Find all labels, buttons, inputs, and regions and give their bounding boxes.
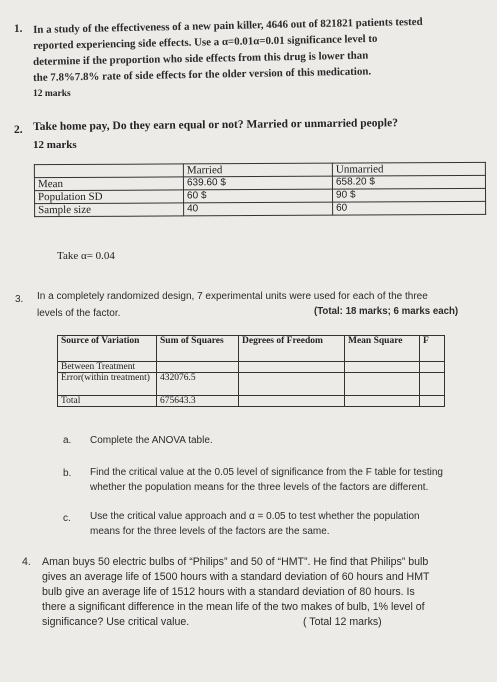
table-cell (345, 362, 420, 373)
table-cell: Error(within treatment) (58, 373, 157, 396)
q4-line4: there a significant difference in the mean life of the two makes of bulb, 1% level of (42, 601, 425, 613)
table-cell (420, 362, 445, 373)
q1-line2: reported experiencing side effects. Use a α=0.01α=0.01 significance level to (33, 32, 378, 52)
q3-part-a-line1: Complete the ANOVA table. (90, 435, 213, 446)
table-cell (239, 373, 345, 396)
table-cell (345, 396, 420, 407)
table-cell: 658.20 $ (332, 175, 485, 189)
q1-line4: the 7.8%7.8% rate of side effects for the older version of this medication. (33, 65, 372, 84)
q1-marks: 12 marks (33, 89, 71, 99)
table-cell: Mean (34, 177, 183, 191)
table-cell: Total (58, 396, 157, 407)
table-cell: Between Treatment (58, 362, 157, 373)
q4-line3: bulb give an average life of 1512 hours with a standard deviation of 80 hours. Is (42, 586, 415, 598)
table-row (58, 396, 445, 407)
table-cell: Sample size (35, 203, 184, 217)
table-row (58, 362, 445, 373)
table-cell: 60 (333, 201, 486, 215)
q4-line5: significance? Use critical value. (42, 616, 190, 628)
q4-line1: Aman buys 50 electric bulbs of “Philips” and 50 of “HMT”. He find that Philips” bulb (42, 556, 429, 568)
table-cell (239, 362, 345, 373)
q3-part-b-line1: Find the critical value at the 0.05 level of significance from the F table for testing (90, 467, 443, 478)
q3-part-a-label: a. (63, 435, 72, 446)
q3-part-c-label: c. (63, 513, 71, 524)
table-cell (345, 373, 420, 396)
q3-part-b-line2: whether the population means for the three levels of the factors are different. (90, 482, 429, 493)
table-cell: 90 $ (332, 188, 485, 202)
table-header: Mean Square (345, 336, 420, 362)
table-header: Degrees of Freedom (239, 336, 345, 362)
table-cell: 639.60 $ (183, 176, 332, 190)
table-cell: 675643.3 (157, 396, 239, 407)
q1-line3: determine if the proportion who side effects from this drug is lower than (33, 49, 369, 68)
table-cell (420, 396, 445, 407)
q3-number: 3. (15, 294, 24, 305)
q2-line1: Take home pay, Do they earn equal or not? Married or unmarried people? (33, 117, 399, 133)
q2-marks: 12 marks (33, 139, 77, 151)
table-header-row (58, 336, 445, 362)
table-header: F (420, 336, 445, 362)
q3-line2: levels of the factor. (37, 308, 121, 319)
q3-anova-table (57, 335, 445, 407)
table-cell: 40 (184, 202, 333, 216)
q1-number: 1. (14, 23, 23, 35)
q1-line1: In a study of the effectiveness of a new pain killer, 4646 out of 821821 patients tested (33, 15, 423, 36)
q2-alpha: Take α= 0.04 (57, 250, 115, 262)
table-row (58, 373, 445, 396)
table-cell: Population SD (35, 190, 184, 204)
table-row (35, 201, 486, 216)
table-cell (420, 373, 445, 396)
q2-table (34, 162, 486, 217)
q3-part-c-line2: means for the three levels of the factors are the same. (90, 526, 330, 537)
q4-total: ( Total 12 marks) (303, 616, 382, 628)
q4-number: 4. (22, 556, 31, 568)
q3-total: (Total: 18 marks; 6 marks each) (314, 306, 459, 317)
q3-line1: In a completely randomized design, 7 experimental units were used for each of the three (37, 291, 428, 302)
table-cell (239, 396, 345, 407)
table-header: Sum of Squares (157, 336, 239, 362)
table-header: Married (183, 163, 332, 177)
table-header: Source of Variation (58, 336, 157, 362)
q3-part-c-line1: Use the critical value approach and α = 0.05 to test whether the population (90, 511, 420, 522)
q2-number: 2. (14, 124, 23, 136)
table-header: Unmarried (332, 162, 485, 176)
table-cell (34, 164, 183, 178)
table-cell (157, 362, 239, 373)
table-cell: 60 $ (184, 189, 333, 203)
table-cell: 432076.5 (157, 373, 239, 396)
q3-part-b-label: b. (63, 468, 72, 479)
q4-line2: gives an average life of 1500 hours with a standard deviation of 60 hours and HMT (42, 571, 430, 583)
